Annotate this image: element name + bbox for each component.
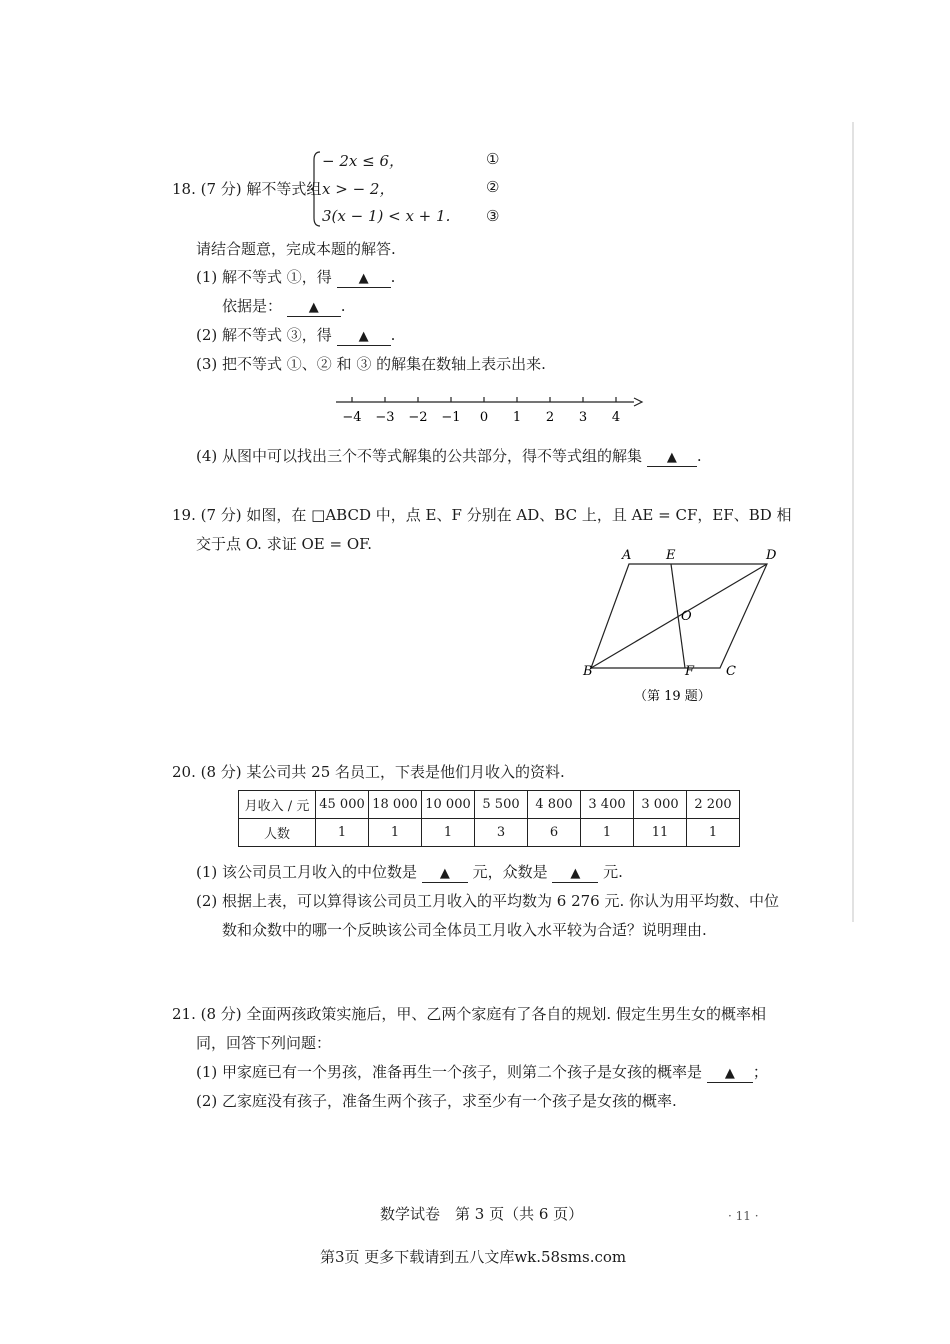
label-c: C — [726, 664, 736, 679]
q20-part1 — [196, 861, 623, 883]
inequality-1: − 2x ≤ 6， — [322, 152, 404, 170]
q18-part4-text: (4) 从图中可以找出三个不等式解集的公共部分，得不等式组的解集 — [196, 447, 643, 465]
q18-part3: (3) 把不等式 ①、② 和 ③ 的解集在数轴上表示出来. — [196, 355, 546, 373]
table-cell: 4 800 — [528, 791, 581, 819]
q21-line1: 21. (8 分) 全面两孩政策实施后，甲、乙两个家庭有了各自的规划. 假定生男生女的概率相 — [172, 1005, 766, 1023]
number-line-tick-label: −2 — [408, 410, 428, 425]
triangle-icon: ▲ — [358, 271, 369, 286]
period: . — [390, 326, 396, 344]
q21-part1-text: (1) 甲家庭已有一个男孩，准备再生一个孩子，则第二个孩子是女孩的概率是 — [196, 1063, 703, 1081]
number-line-tick-label: 2 — [545, 410, 555, 425]
period: . — [696, 447, 702, 465]
table-header-cell: 月收入 / 元 — [239, 791, 316, 819]
label-b: B — [583, 664, 593, 679]
q18-part1-text: (1) 解不等式 ①，得 — [196, 268, 332, 286]
q19-line1: 19. (7 分) 如图，在 □ABCD 中，点 E、F 分别在 AD、BC 上，且 AE = CF，EF、BD 相 — [172, 506, 792, 524]
answer-blank[interactable] — [552, 864, 598, 883]
system-brace — [311, 150, 321, 228]
parallelogram-figure — [578, 542, 788, 712]
q21-line2: 同，回答下列问题： — [196, 1034, 332, 1052]
q21-part1 — [196, 1061, 768, 1083]
number-line-tick-label: −3 — [375, 410, 395, 425]
inequality-3: 3(x − 1) < x + 1. — [322, 207, 451, 225]
table-cell: 1 — [369, 819, 422, 847]
table-cell: 11 — [634, 819, 687, 847]
table-header-cell: 人数 — [239, 819, 316, 847]
corner-page-number: · 11 · — [728, 1209, 759, 1223]
table-cell: 10 000 — [422, 791, 475, 819]
triangle-icon: ▲ — [724, 1066, 735, 1081]
number-line-tick-label: −1 — [441, 410, 461, 425]
answer-blank[interactable] — [337, 327, 391, 346]
table-cell: 6 — [528, 819, 581, 847]
mark-1: ① — [486, 150, 500, 168]
table-cell: 1 — [687, 819, 740, 847]
segment-bd — [591, 564, 767, 668]
table-cell: 3 000 — [634, 791, 687, 819]
table-cell: 45 000 — [316, 791, 369, 819]
table-cell: 3 — [475, 819, 528, 847]
label-a: A — [622, 548, 632, 563]
label-d: D — [766, 548, 777, 563]
triangle-icon: ▲ — [570, 866, 581, 881]
scan-edge-line — [852, 122, 854, 922]
label-o: O — [681, 609, 692, 624]
q20-part1-text-c: 元. — [603, 863, 623, 881]
number-line-tick-label: −4 — [342, 410, 362, 425]
answer-blank[interactable] — [287, 298, 341, 317]
period: . — [390, 268, 396, 286]
table-cell: 1 — [316, 819, 369, 847]
q18-basis-text: 依据是： — [222, 297, 283, 315]
label-f: F — [685, 664, 695, 679]
mark-2: ② — [486, 178, 500, 196]
q18-part4 — [196, 445, 702, 467]
table-cell: 18 000 — [369, 791, 422, 819]
q18-part1 — [196, 266, 395, 288]
q21-part2: (2) 乙家庭没有孩子，准备生两个孩子，求至少有一个孩子是女孩的概率. — [196, 1092, 677, 1110]
q18-part2 — [196, 324, 395, 346]
q20-part2-line2: 数和众数中的哪一个反映该公司全体员工月收入水平较为合适？说明理由. — [222, 921, 707, 939]
q18-heading: 18. (7 分) 解不等式组 — [172, 180, 322, 198]
number-line — [330, 392, 650, 428]
triangle-icon: ▲ — [666, 450, 677, 465]
period: . — [340, 297, 346, 315]
table-row — [239, 819, 740, 847]
table-cell: 5 500 — [475, 791, 528, 819]
q20-part1-text-b: 元，众数是 — [472, 863, 548, 881]
mark-3: ③ — [486, 207, 500, 225]
label-e: E — [666, 548, 676, 563]
q20-heading: 20. (8 分) 某公司共 25 名员工，下表是他们月收入的资料. — [172, 763, 565, 781]
triangle-icon: ▲ — [439, 866, 450, 881]
q20-part2-line1: (2) 根据上表，可以算得该公司员工月收入的平均数为 6 276 元. 你认为用平均数、中位 — [196, 892, 780, 910]
answer-blank[interactable] — [422, 864, 468, 883]
q18-basis — [222, 295, 346, 317]
number-line-tick-label: 3 — [578, 410, 588, 425]
q20-part1-text-a: (1) 该公司员工月收入的中位数是 — [196, 863, 418, 881]
q19-line2: 交于点 O. 求证 OE = OF. — [196, 535, 372, 553]
q18-intro: 请结合题意，完成本题的解答. — [196, 240, 396, 258]
page-footer: 数学试卷 第 3 页（共 6 页） — [380, 1205, 584, 1223]
answer-blank[interactable] — [337, 269, 391, 288]
table-cell: 1 — [422, 819, 475, 847]
table-cell: 3 400 — [581, 791, 634, 819]
number-line-tick-label: 0 — [479, 410, 489, 425]
number-line-tick-label: 4 — [611, 410, 621, 425]
figure-caption: （第 19 题） — [634, 689, 711, 704]
download-watermark: 第3页 更多下载请到五八文库wk.58sms.com — [320, 1248, 627, 1266]
table-row — [239, 791, 740, 819]
semicolon: ； — [752, 1063, 768, 1081]
triangle-icon: ▲ — [308, 300, 319, 315]
q18-part2-text: (2) 解不等式 ③，得 — [196, 326, 332, 344]
table-cell: 2 200 — [687, 791, 740, 819]
income-table — [238, 790, 740, 847]
inequality-2: x > − 2， — [322, 180, 395, 198]
answer-blank[interactable] — [707, 1064, 753, 1083]
triangle-icon: ▲ — [358, 329, 369, 344]
number-line-tick-label: 1 — [512, 410, 522, 425]
answer-blank[interactable] — [647, 448, 697, 467]
table-cell: 1 — [581, 819, 634, 847]
